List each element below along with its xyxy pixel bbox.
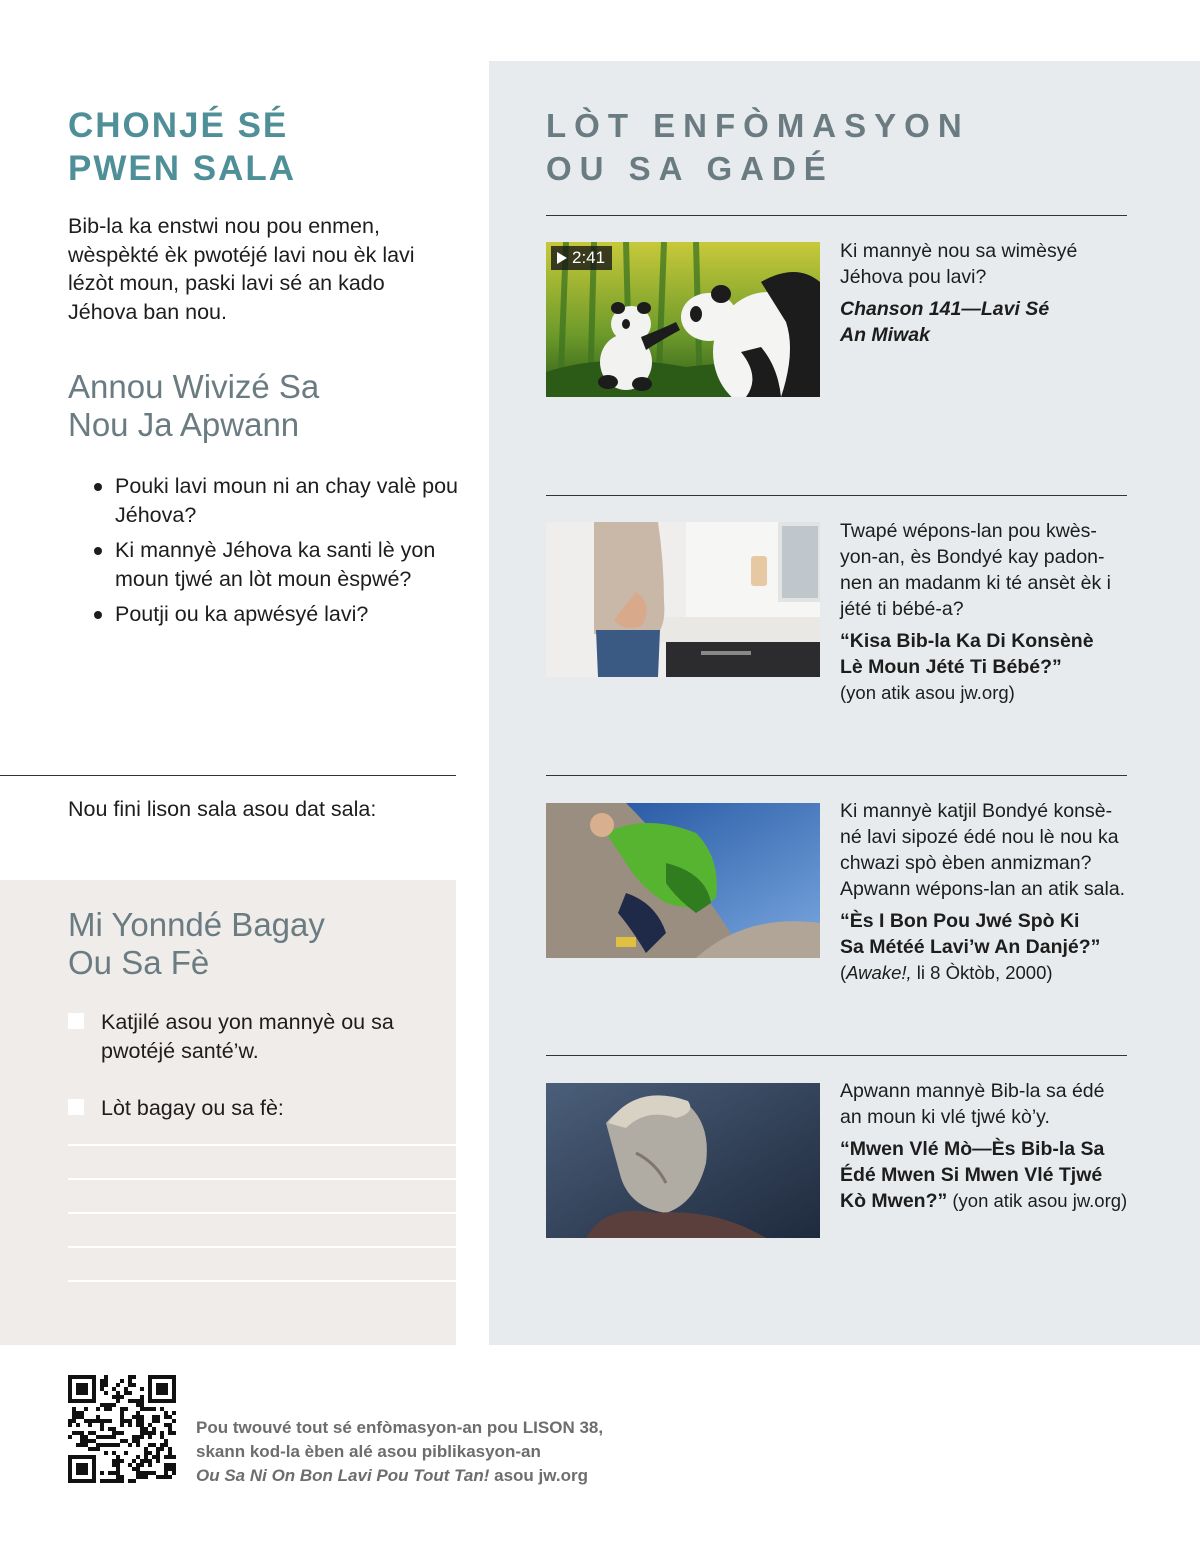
video-thumbnail[interactable] xyxy=(546,242,820,397)
lesson-summary: Bib-la ka enstwi nou pou enmen, wèspèkté èk pwotéjé lavi nou èk lavi lézòt moun, paski lavi sé an kado Jéhova ban nou. xyxy=(68,214,415,324)
explore-item-text xyxy=(840,1078,1130,1214)
resource-title[interactable] xyxy=(840,1136,1130,1214)
explore-item-text xyxy=(840,238,1130,348)
divider xyxy=(546,1055,1127,1056)
resource-title-line-2: Lè Moun Jété Ti Bébé?” xyxy=(840,656,1062,678)
goals-heading-line-1: Mi Yonndé Bagay xyxy=(68,906,325,943)
write-in-line[interactable] xyxy=(68,1212,456,1214)
lesson-title-line-2: PWEN SALA xyxy=(68,149,296,188)
qr-code-graphic xyxy=(68,1375,176,1483)
resource-title-line-1: “Ès I Bon Pou Jwé Spò Ki xyxy=(840,910,1080,932)
bullet-icon xyxy=(94,547,102,555)
review-question xyxy=(94,600,464,629)
footer-publication-title[interactable]: Ou Sa Ni On Bon Lavi Pou Tout Tan! xyxy=(196,1466,490,1485)
resource-source-date: li 8 Òktòb, 2000) xyxy=(911,962,1053,983)
review-heading-line-1: Annou Wivizé Sa xyxy=(68,368,320,405)
explore-heading-line-2: OU SA GADÉ xyxy=(546,150,834,187)
explore-item-text xyxy=(840,798,1130,986)
goal-checkbox[interactable] xyxy=(68,1013,84,1029)
write-in-line[interactable] xyxy=(68,1178,456,1180)
goals-heading xyxy=(68,906,325,982)
explore-question: Ki mannyè katjil Bondyé konsè-né lavi sipozé édé nou lè nou ka chwazi spò èben anmizman? Apwann wépons-lan an atik sala. xyxy=(840,800,1126,900)
explore-heading xyxy=(546,104,970,190)
resource-title-line-1: Chanson 141—Lavi Sé xyxy=(840,298,1050,320)
resource-title-line-1: “Kisa Bib-la Ka Di Konsènè xyxy=(840,630,1094,652)
goals-heading-line-2: Ou Sa Fè xyxy=(68,944,210,981)
review-question-text: Poutji ou ka apwésyé lavi? xyxy=(115,602,369,626)
write-in-line[interactable] xyxy=(68,1246,456,1248)
rock-climber-image xyxy=(546,803,820,958)
lesson-title-line-1: CHONJÉ SÉ xyxy=(68,106,289,145)
review-question-text: Ki mannyè Jéhova ka santi lè yon moun tjwé an lòt moun èspwé? xyxy=(115,538,436,591)
bullet-icon xyxy=(94,483,102,491)
goal-checkbox[interactable] xyxy=(68,1099,84,1115)
resource-source-magazine: Awake!, xyxy=(846,962,912,983)
resource-title-line-1: “Mwen Vlé Mò—Ès Bib-la Sa xyxy=(840,1138,1105,1160)
article-thumbnail[interactable] xyxy=(546,1083,820,1238)
resource-source: (yon atik asou jw.org) xyxy=(947,1190,1128,1211)
lesson-title xyxy=(68,104,296,190)
resource-title[interactable] xyxy=(840,908,1130,960)
footer-line-2: skann kod-la èben alé asou piblikasyon-an xyxy=(196,1442,541,1461)
bullet-icon xyxy=(94,611,102,619)
divider xyxy=(546,495,1127,496)
goal-text: Lòt bagay ou sa fè: xyxy=(101,1096,284,1120)
review-question xyxy=(94,536,464,593)
article-thumbnail[interactable] xyxy=(546,522,820,677)
divider xyxy=(546,215,1127,216)
goal-text: Katjilé asou yon mannyè ou sa pwotéjé santé’w. xyxy=(101,1010,394,1063)
completion-date-label: Nou fini lison sala asou dat sala: xyxy=(68,797,377,821)
write-in-line[interactable] xyxy=(68,1280,456,1282)
divider xyxy=(546,775,1127,776)
resource-title-line-2: Édé Mwen Si Mwen Vlé Tjwé xyxy=(840,1164,1103,1186)
explore-item-text xyxy=(840,518,1130,706)
pregnant-woman-image xyxy=(546,522,820,677)
footer-line-1: Pou twouvé tout sé enfòmasyon-an pou LISON 38, xyxy=(196,1418,604,1437)
resource-title-line-2: An Miwak xyxy=(840,324,930,346)
review-heading-line-2: Nou Ja Apwann xyxy=(68,406,300,443)
write-in-line[interactable] xyxy=(68,1144,456,1146)
review-heading xyxy=(68,368,319,444)
statue-man-image xyxy=(546,1083,820,1238)
footer-line-3-rest: asou jw.org xyxy=(489,1466,588,1485)
explore-question: Twapé wépons-lan pou kwès-yon-an, ès Bondyé kay padon-nen an madanm ki té ansèt èk i jété ti bébé-a? xyxy=(840,520,1111,620)
resource-title[interactable] xyxy=(840,628,1130,680)
divider xyxy=(0,775,456,776)
qr-code-icon[interactable] xyxy=(68,1375,176,1483)
video-duration-badge[interactable] xyxy=(551,246,612,270)
goal-item[interactable] xyxy=(68,1008,428,1065)
resource-title-line-2: Sa Météé Lavi’w An Danjé?” xyxy=(840,936,1101,958)
resource-title[interactable] xyxy=(840,296,1130,348)
resource-title-line-3: Kò Mwen?” xyxy=(840,1190,948,1212)
video-duration: 2:41 xyxy=(572,248,606,267)
resource-source-paren: ( xyxy=(840,962,847,983)
goal-item[interactable] xyxy=(68,1094,428,1123)
footer-note xyxy=(196,1416,603,1488)
explore-question: Ki mannyè nou sa wimèsyé Jéhova pou lavi? xyxy=(840,240,1078,288)
play-icon xyxy=(557,252,567,264)
review-question-list xyxy=(94,472,464,636)
resource-source xyxy=(840,960,1130,986)
explore-heading-line-1: LÒT ENFÒMASYON xyxy=(546,107,970,144)
explore-question: Apwann mannyè Bib-la sa édé an moun ki vlé tjwé kò’y. xyxy=(840,1080,1105,1128)
review-question-text: Pouki lavi moun ni an chay valè pou Jéhova? xyxy=(115,474,459,527)
review-question xyxy=(94,472,464,529)
resource-source: (yon atik asou jw.org) xyxy=(840,682,1015,703)
article-thumbnail[interactable] xyxy=(546,803,820,958)
